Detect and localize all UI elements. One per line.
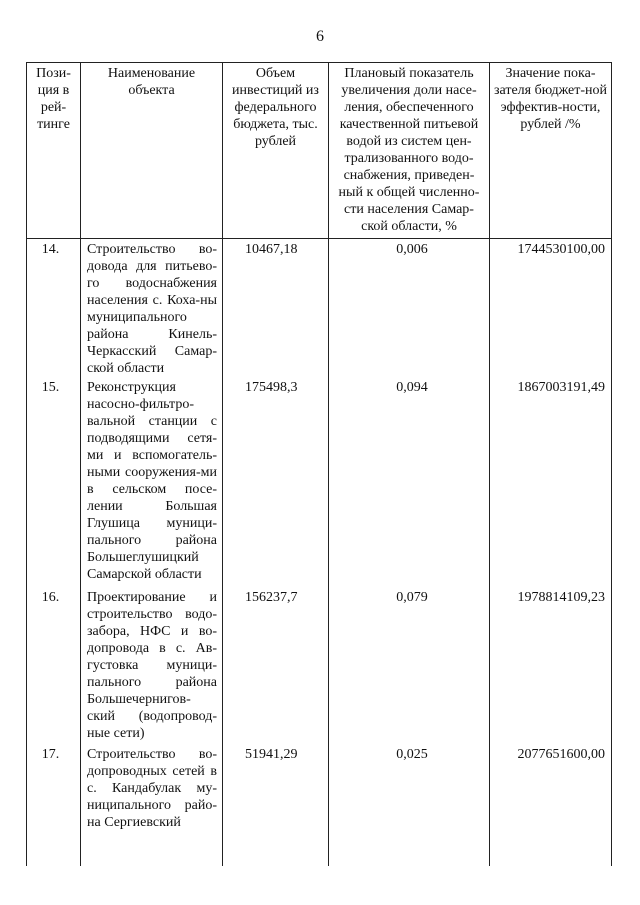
row-investment: 175498,3	[223, 377, 329, 587]
row-position: 15.	[27, 377, 81, 587]
row-object-name: Строительство во-допроводных сетей в с. Кандабулак му-ниципального райо-на Сергиевский	[81, 744, 223, 866]
row-position: 16.	[27, 587, 81, 744]
row-indicator: 0,079	[329, 587, 490, 744]
row-object-name: Реконструкция насосно-фильтро-вальной станции с подводящими сетя-ми и вспомогатель-ными сооружения-ми в сельском посе-лении Большая Глушица муници-пального района Большеглушицкий Самарской области	[81, 377, 223, 587]
header-position: Пози-ция в рей-тинге	[27, 63, 81, 239]
table-header-row	[27, 63, 612, 239]
row-position: 17.	[27, 744, 81, 866]
row-investment: 10467,18	[223, 239, 329, 378]
header-efficiency: Значение пока-зателя бюджет-ной эффектив-ности, рублей /%	[490, 63, 612, 239]
page-number: 6	[316, 28, 324, 45]
row-position: 14.	[27, 239, 81, 378]
table-row	[27, 239, 612, 378]
row-efficiency: 2077651600,00	[490, 744, 612, 866]
investment-table	[26, 62, 612, 866]
row-indicator: 0,025	[329, 744, 490, 866]
row-investment: 156237,7	[223, 587, 329, 744]
row-indicator: 0,094	[329, 377, 490, 587]
header-investment: Объем инвестиций из федерального бюджета, тыс. рублей	[223, 63, 329, 239]
row-efficiency: 1744530100,00	[490, 239, 612, 378]
header-object-name: Наименование объекта	[81, 63, 223, 239]
table-row	[27, 377, 612, 587]
row-investment: 51941,29	[223, 744, 329, 866]
row-efficiency: 1867003191,49	[490, 377, 612, 587]
table-row	[27, 587, 612, 744]
row-object-name: Строительство во-довода для питьево-го водоснабжения населения с. Коха-ны муниципального района Кинель-Черкасский Самар-ской области	[81, 239, 223, 378]
table-row	[27, 744, 612, 866]
header-indicator: Плановый показатель увеличения доли насе-ления, обеспеченного качественной питьевой водой из систем цен-трализованного водо-снабжения, приведен-ный к общей численно-сти населения Самар-ской области, %	[329, 63, 490, 239]
row-efficiency: 1978814109,23	[490, 587, 612, 744]
row-indicator: 0,006	[329, 239, 490, 378]
row-object-name: Проектирование и строительство водо-забора, НФС и во-допровода в с. Ав-густовка муници-пального района Большечернигов-ский (водопровод-ные сети)	[81, 587, 223, 744]
